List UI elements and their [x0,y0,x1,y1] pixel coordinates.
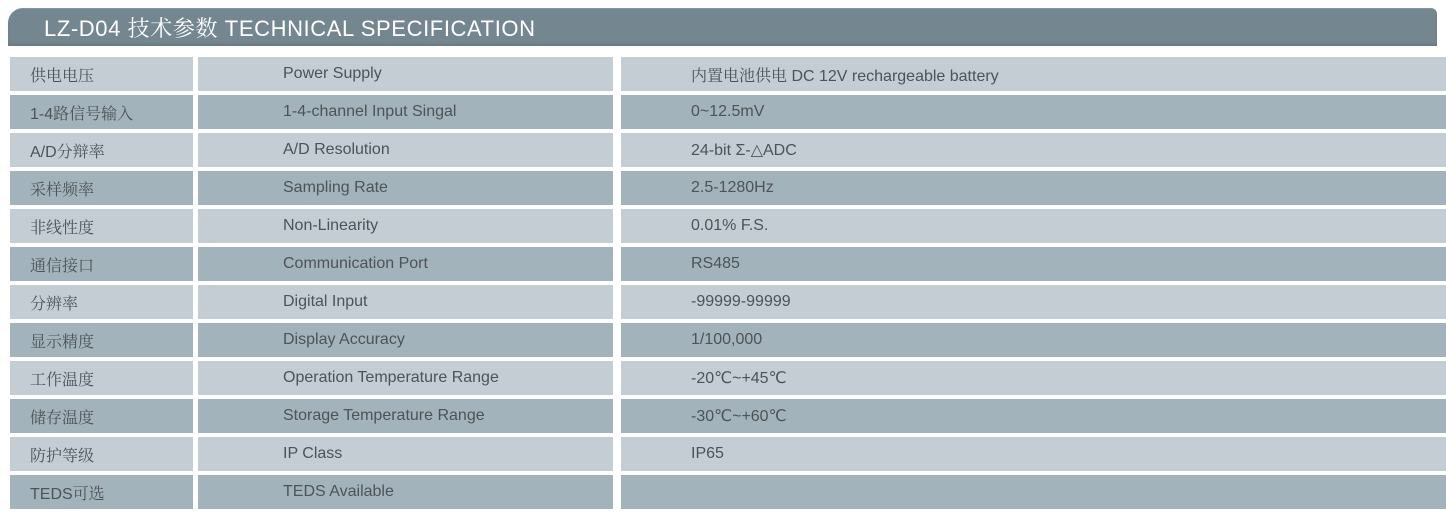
spec-label-cn: 显示精度 [10,323,193,357]
table-row [10,57,1446,91]
spec-label-en: Operation Temperature Range [198,361,613,395]
spec-value: 内置电池供电 DC 12V rechargeable battery [621,57,1446,91]
spec-value: 2.5-1280Hz [621,171,1446,205]
table-row [10,285,1446,319]
spec-label-cn: 储存温度 [10,399,193,433]
spec-label-cn: 防护等级 [10,437,193,471]
spec-label-cn: 通信接口 [10,247,193,281]
spec-label-en: Display Accuracy [198,323,613,357]
table-row [10,209,1446,243]
spec-label-cn: 供电电压 [10,57,193,91]
spec-value: -30℃~+60℃ [621,399,1446,433]
spec-label-en: Power Supply [198,57,613,91]
spec-label-cn: A/D分辩率 [10,133,193,167]
section-header-bar [8,8,1437,46]
spec-label-cn: 采样频率 [10,171,193,205]
spec-label-cn: 1-4路信号输入 [10,95,193,129]
spec-value: 24-bit Σ-△ADC [621,133,1446,167]
spec-label-cn: 工作温度 [10,361,193,395]
spec-value: 0.01% F.S. [621,209,1446,243]
spec-value [621,475,1446,509]
spec-label-cn: 分辨率 [10,285,193,319]
table-row [10,399,1446,433]
table-row [10,133,1446,167]
spec-value: -20℃~+45℃ [621,361,1446,395]
spec-label-cn: TEDS可选 [10,475,193,509]
spec-label-en: IP Class [198,437,613,471]
spec-label-en: 1-4-channel Input Singal [198,95,613,129]
spec-label-en: Sampling Rate [198,171,613,205]
spec-table-body [10,57,1446,513]
table-row [10,247,1446,281]
table-row [10,475,1446,509]
spec-label-en: TEDS Available [198,475,613,509]
spec-value: 1/100,000 [621,323,1446,357]
table-row [10,323,1446,357]
table-row [10,95,1446,129]
spec-label-en: Communication Port [198,247,613,281]
table-row [10,361,1446,395]
spec-label-en: A/D Resolution [198,133,613,167]
spec-label-en: Non-Linearity [198,209,613,243]
spec-value: IP65 [621,437,1446,471]
table-row [10,437,1446,471]
table-row [10,171,1446,205]
spec-label-en: Digital Input [198,285,613,319]
page-title: LZ-D04 技术参数 TECHNICAL SPECIFICATION [44,15,536,41]
spec-value: -99999-99999 [621,285,1446,319]
spec-value: 0~12.5mV [621,95,1446,129]
spec-value: RS485 [621,247,1446,281]
spec-label-cn: 非线性度 [10,209,193,243]
spec-label-en: Storage Temperature Range [198,399,613,433]
